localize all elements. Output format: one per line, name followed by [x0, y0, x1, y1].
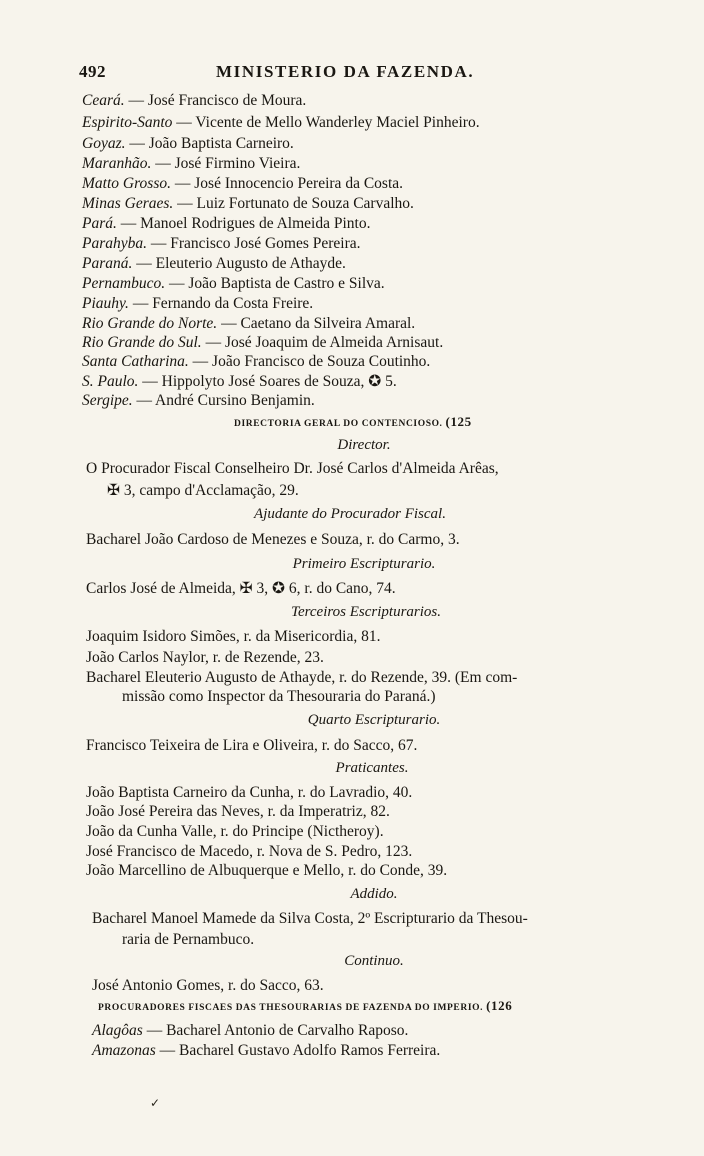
section-ref: (126	[486, 998, 513, 1013]
list-item	[82, 334, 443, 352]
list-item	[82, 215, 370, 233]
list-item	[82, 195, 414, 213]
province-name: Paraná.	[82, 255, 133, 272]
officer-name: — Eleuterio Augusto de Athayde.	[132, 255, 346, 272]
list-item	[82, 135, 294, 153]
title-quarto: Quarto Escripturario.	[307, 712, 441, 728]
title-director: Director.	[337, 437, 391, 453]
province-name: Minas Geraes.	[82, 195, 174, 212]
title-ajudante: Ajudante do Procurador Fiscal.	[254, 506, 446, 522]
list-item	[82, 175, 403, 193]
province-name: Alagôas	[92, 1022, 143, 1039]
director-address: ✠ 3, campo d'Acclamação, 29.	[107, 482, 299, 499]
section-title: DIRECTORIA GERAL DO CONTENCIOSO.	[234, 419, 443, 429]
province-name: Amazonas	[92, 1042, 156, 1059]
addido-continuation: raria de Pernambuco.	[122, 931, 255, 948]
list-item: João Carlos Naylor, r. de Rezende, 23.	[86, 649, 324, 666]
list-item	[82, 255, 346, 273]
section-ref: (125	[445, 414, 472, 429]
officer-name: — João Baptista Carneiro.	[125, 135, 294, 152]
officer-name: — Luiz Fortunato de Souza Carvalho.	[173, 195, 414, 212]
ajudante-line: Bacharel João Cardoso de Menezes e Souza, r. do Carmo, 3.	[86, 531, 460, 548]
list-item	[82, 275, 385, 293]
title-primeiro: Primeiro Escripturario.	[292, 556, 436, 572]
officer-name: — João Francisco de Souza Coutinho.	[188, 353, 431, 370]
list-item	[82, 235, 361, 253]
officer-name: — Francisco José Gomes Pereira.	[147, 235, 361, 252]
officer-name: — José Firmino Vieira.	[151, 155, 301, 172]
province-name: Santa Catharina.	[82, 353, 189, 370]
section-title: PROCURADORES FISCAES DAS THESOURARIAS DE FAZENDA DO IMPERIO.	[98, 1003, 484, 1013]
list-item	[82, 315, 415, 333]
list-item	[92, 1022, 408, 1040]
list-item: Joaquim Isidoro Simões, r. da Misericordia, 81.	[86, 628, 381, 645]
province-name: Ceará.	[82, 92, 125, 109]
list-item: João Marcellino de Albuquerque e Mello, r. do Conde, 39.	[86, 862, 448, 879]
section-heading-contencioso	[234, 414, 472, 430]
province-name: S. Paulo.	[82, 373, 139, 390]
province-name: Piauhy.	[82, 295, 129, 312]
list-item: João José Pereira das Neves, r. da Imperatriz, 82.	[86, 803, 390, 820]
title-praticantes: Praticantes.	[335, 760, 409, 776]
checkmark-icon: ✓	[150, 1096, 161, 1110]
list-item-continuation: missão como Inspector da Thesouraria do Paraná.)	[122, 688, 436, 705]
primeiro-line: Carlos José de Almeida, ✠ 3, ✪ 6, r. do Cano, 74.	[86, 580, 396, 597]
list-item	[82, 392, 315, 410]
page-header-title: MINISTERIO DA FAZENDA.	[216, 62, 475, 81]
officer-name: — José Francisco de Moura.	[124, 92, 307, 109]
officer-name: — Vicente de Mello Wanderley Maciel Pinheiro.	[172, 114, 480, 131]
list-item	[82, 114, 480, 132]
list-item	[82, 155, 300, 173]
list-item: João da Cunha Valle, r. do Principe (Nictheroy).	[86, 823, 384, 840]
officer-name: — João Baptista de Castro e Silva.	[165, 275, 385, 292]
province-name: Parahyba.	[82, 235, 148, 252]
continuo-line: José Antonio Gomes, r. do Sacco, 63.	[92, 977, 324, 994]
addido-line: Bacharel Manoel Mamede da Silva Costa, 2º Escripturario da Thesou-	[92, 910, 528, 927]
list-item	[92, 1042, 440, 1060]
officer-name: — Fernando da Costa Freire.	[128, 295, 314, 312]
province-name: Pará.	[82, 215, 117, 232]
province-name: Rio Grande do Sul.	[82, 334, 202, 351]
title-addido: Addido.	[350, 886, 398, 902]
officer-name: — Hippolyto José Soares de Souza, ✪ 5.	[138, 373, 397, 390]
officer-name: — José Innocencio Pereira da Costa.	[171, 175, 404, 192]
list-item	[82, 295, 313, 313]
page-number: 492	[79, 62, 106, 81]
quarto-line: Francisco Teixeira de Lira e Oliveira, r. do Sacco, 67.	[86, 737, 418, 754]
province-name: Maranhão.	[82, 155, 152, 172]
title-continuo: Continuo.	[344, 953, 404, 969]
title-terceiros: Terceiros Escripturarios.	[290, 604, 441, 620]
officer-name: — José Joaquim de Almeida Arnisaut.	[201, 334, 444, 351]
province-name: Goyaz.	[82, 135, 126, 152]
province-name: Matto Grosso.	[82, 175, 171, 192]
province-name: Sergipe.	[82, 392, 133, 409]
director-line: O Procurador Fiscal Conselheiro Dr. José Carlos d'Almeida Arêas,	[86, 460, 499, 477]
list-item	[82, 353, 430, 371]
list-item: João Baptista Carneiro da Cunha, r. do Lavradio, 40.	[86, 784, 413, 801]
officer-name: — André Cursino Benjamin.	[132, 392, 315, 409]
section-heading-procuradores	[98, 998, 512, 1014]
officer-name: — Bacharel Antonio de Carvalho Raposo.	[142, 1022, 409, 1039]
officer-name: — Bacharel Gustavo Adolfo Ramos Ferreira.	[155, 1042, 441, 1059]
officer-name: — Manoel Rodrigues de Almeida Pinto.	[116, 215, 371, 232]
list-item: José Francisco de Macedo, r. Nova de S. Pedro, 123.	[86, 843, 413, 860]
list-item: Bacharel Eleuterio Augusto de Athayde, r. do Rezende, 39. (Em com-	[86, 669, 518, 686]
province-name: Rio Grande do Norte.	[82, 315, 218, 332]
province-name: Pernambuco.	[82, 275, 166, 292]
list-item	[82, 373, 397, 391]
officer-name: — Caetano da Silveira Amaral.	[217, 315, 416, 332]
list-item	[82, 92, 306, 110]
province-name: Espirito-Santo	[82, 114, 173, 131]
